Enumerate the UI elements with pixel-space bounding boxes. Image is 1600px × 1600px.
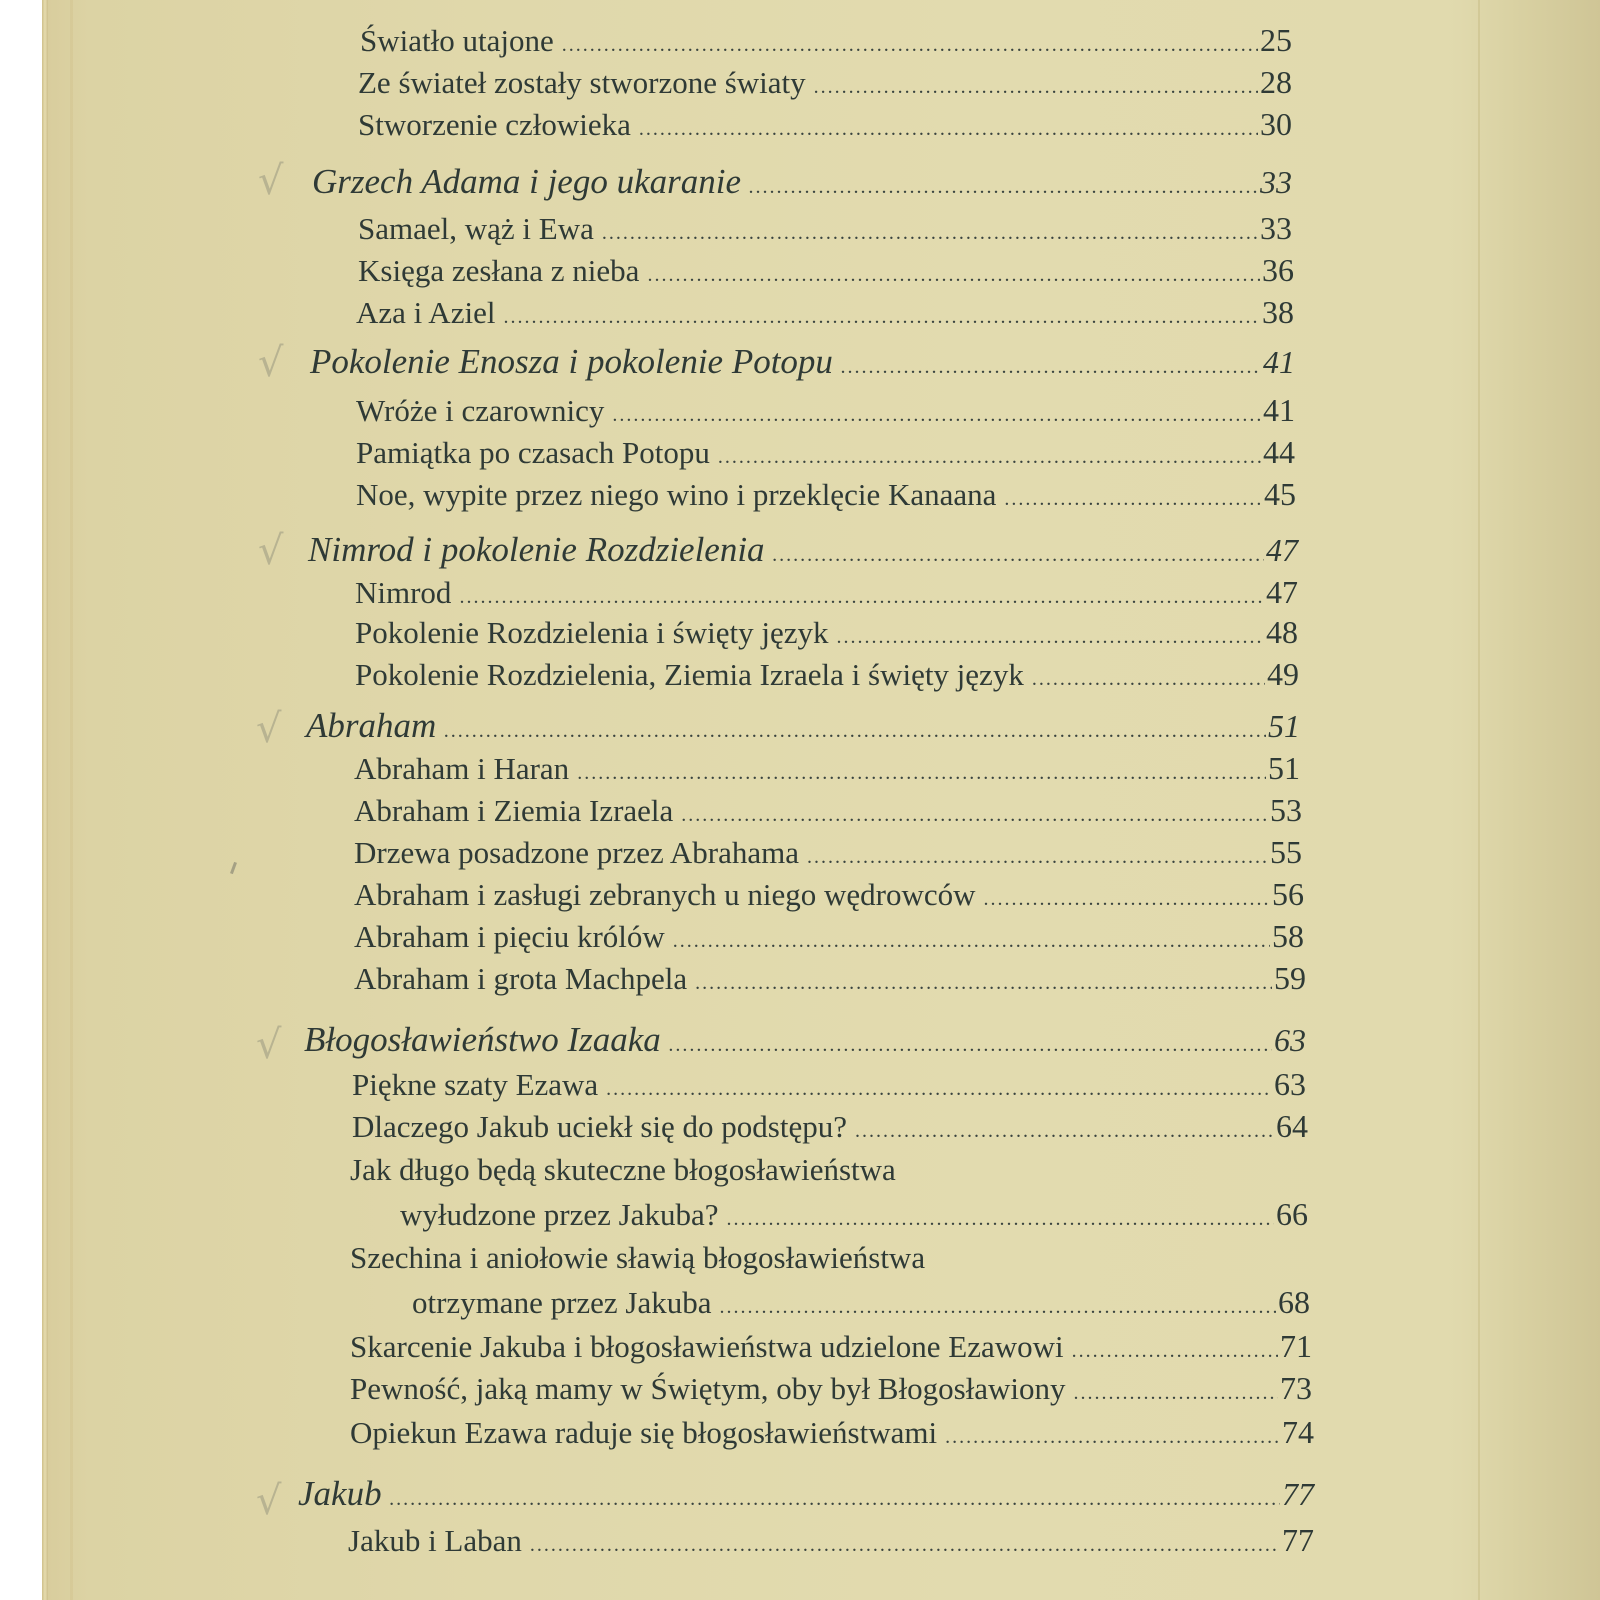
check-mark-icon: √	[258, 528, 284, 574]
entry-page: 28	[1260, 64, 1292, 100]
check-mark-icon: √	[256, 706, 282, 752]
toc-entry	[360, 22, 1292, 59]
dot-leader	[720, 1297, 1276, 1317]
entry-page: 33	[1260, 210, 1292, 246]
chapter-title: Nimrod i pokolenie Rozdzielenia	[308, 530, 765, 569]
entry-title: Szechina i aniołowie sławią błogosławieństwa	[350, 1240, 926, 1275]
entry-page: 45	[1264, 476, 1296, 512]
toc-entry	[358, 252, 1294, 289]
toc-chapter	[312, 162, 1292, 202]
chapter-page: 41	[1263, 344, 1295, 380]
entry-title: Abraham i Ziemia Izraela	[354, 793, 674, 828]
dot-leader	[503, 307, 1260, 327]
entry-title: Drzewa posadzone przez Abrahama	[354, 835, 799, 870]
chapter-page: 47	[1266, 532, 1298, 568]
dot-leader	[1072, 1341, 1278, 1361]
dot-leader	[390, 1489, 1280, 1509]
entry-title: Nimrod	[355, 575, 452, 610]
dot-leader	[639, 119, 1258, 139]
toc-entry	[356, 434, 1295, 471]
toc-entry	[354, 960, 1306, 997]
toc-entry	[354, 750, 1300, 787]
dot-leader	[836, 627, 1264, 647]
entry-title: Księga zesłana z nieba	[358, 253, 640, 288]
toc-chapter	[298, 1474, 1314, 1514]
entry-title: Stworzenie człowieka	[358, 107, 631, 142]
dot-leader	[726, 1209, 1274, 1229]
dot-leader	[1004, 489, 1262, 509]
chapter-page: 51	[1268, 708, 1300, 744]
entry-page: 66	[1276, 1196, 1308, 1232]
dot-leader	[749, 177, 1258, 197]
toc-entry	[355, 656, 1299, 693]
toc-chapter	[304, 1020, 1306, 1060]
dot-leader	[1074, 1383, 1278, 1403]
dot-leader	[814, 77, 1258, 97]
toc-entry	[354, 918, 1304, 955]
entry-title: Wróże i czarownicy	[356, 393, 605, 428]
dot-leader	[444, 721, 1266, 741]
entry-title: Pewność, jaką mamy w Świętym, oby był Błogosławiony	[350, 1371, 1066, 1406]
dot-leader	[612, 405, 1261, 425]
toc-entry-line2	[412, 1284, 1310, 1321]
entry-title: Samael, wąż i Ewa	[358, 211, 594, 246]
toc-entry	[348, 1522, 1314, 1559]
toc-entry	[358, 64, 1292, 101]
toc-entry	[355, 614, 1298, 651]
dot-leader	[681, 805, 1268, 825]
dot-leader	[459, 587, 1264, 607]
dot-leader	[562, 35, 1258, 55]
entry-page: 44	[1263, 434, 1295, 470]
toc-entry	[355, 574, 1298, 611]
dot-leader	[602, 223, 1258, 243]
dot-leader	[606, 1079, 1272, 1099]
chapter-page: 63	[1274, 1022, 1306, 1058]
toc-entry	[356, 476, 1296, 513]
entry-page: 38	[1262, 294, 1294, 330]
entry-title: Abraham i pięciu królów	[354, 919, 665, 954]
entry-title: Pokolenie Rozdzielenia i święty język	[355, 615, 829, 650]
toc-entry	[352, 1108, 1308, 1145]
toc-entry	[354, 792, 1302, 829]
entry-title: Piękne szaty Ezawa	[352, 1067, 599, 1102]
dot-leader	[695, 973, 1272, 993]
toc-entry	[356, 392, 1295, 429]
dot-leader	[718, 447, 1261, 467]
chapter-title: Błogosławieństwo Izaaka	[304, 1020, 661, 1059]
entry-page: 55	[1270, 834, 1302, 870]
entry-title: Opiekun Ezawa raduje się błogosławieństwami	[350, 1415, 938, 1450]
dot-leader	[841, 357, 1261, 377]
toc-entry-line1	[350, 1152, 1308, 1188]
check-mark-icon: √	[258, 158, 284, 204]
entry-page: 48	[1266, 614, 1298, 650]
toc-chapter	[308, 530, 1298, 570]
entry-page: 30	[1260, 106, 1292, 142]
chapter-title: Abraham	[306, 706, 437, 745]
chapter-title: Jakub	[298, 1474, 382, 1513]
entry-page: 56	[1272, 876, 1304, 912]
entry-page: 49	[1267, 656, 1299, 692]
entry-title: Ze świateł zostały stworzone światy	[358, 65, 806, 100]
entry-title: Abraham i grota Machpela	[354, 961, 688, 996]
check-mark-icon: √	[256, 1478, 282, 1524]
toc-entry-line2	[400, 1196, 1308, 1233]
toc-entry	[350, 1370, 1312, 1407]
check-mark-icon: √	[258, 340, 284, 386]
entry-title: Noe, wypite przez niego wino i przeklęcie Kanaana	[356, 477, 997, 512]
chapter-title: Grzech Adama i jego ukaranie	[312, 162, 742, 201]
entry-title: otrzymane przez Jakuba	[412, 1285, 712, 1320]
dot-leader	[530, 1535, 1280, 1555]
toc-entry	[352, 1066, 1306, 1103]
entry-page: 77	[1282, 1522, 1314, 1558]
entry-page: 25	[1260, 22, 1292, 58]
entry-title: Pokolenie Rozdzielenia, Ziemia Izraela i święty język	[355, 657, 1024, 692]
entry-page: 36	[1262, 252, 1294, 288]
entry-title: Aza i Aziel	[356, 295, 496, 330]
toc-chapter	[310, 342, 1295, 382]
entry-page: 47	[1266, 574, 1298, 610]
chapter-page: 77	[1282, 1476, 1314, 1512]
entry-page: 59	[1274, 960, 1306, 996]
entry-title: Jak długo będą skuteczne błogosławieństwa	[350, 1152, 896, 1187]
dot-leader	[855, 1121, 1274, 1141]
toc-entry	[350, 1328, 1312, 1365]
entry-page: 64	[1276, 1108, 1308, 1144]
chapter-page: 33	[1260, 164, 1292, 200]
entry-title: Jakub i Laban	[348, 1523, 522, 1558]
chapter-title: Pokolenie Enosza i pokolenie Potopu	[310, 342, 833, 381]
toc-entry	[354, 834, 1302, 871]
dot-leader	[984, 889, 1271, 909]
toc-entry	[358, 106, 1292, 143]
dot-leader	[773, 545, 1264, 565]
entry-page: 74	[1282, 1414, 1314, 1450]
toc-entry	[350, 1414, 1314, 1451]
entry-title: wyłudzone przez Jakuba?	[400, 1197, 719, 1232]
entry-page: 53	[1270, 792, 1302, 828]
toc-entry	[354, 876, 1304, 913]
dot-leader	[647, 265, 1260, 285]
entry-title: Światło utajone	[360, 23, 554, 58]
entry-page: 41	[1263, 392, 1295, 428]
entry-title: Pamiątka po czasach Potopu	[356, 435, 710, 470]
entry-title: Dlaczego Jakub uciekł się do podstępu?	[352, 1109, 847, 1144]
dot-leader	[1032, 669, 1265, 689]
dot-leader	[577, 763, 1266, 783]
dot-leader	[669, 1035, 1272, 1055]
entry-title: Abraham i zasługi zebranych u niego wędrowców	[354, 877, 976, 912]
entry-title: Skarcenie Jakuba i błogosławieństwa udzielone Ezawowi	[350, 1329, 1064, 1364]
toc-entry	[358, 210, 1292, 247]
check-mark-icon: √	[256, 1022, 282, 1068]
toc-entry-line1	[350, 1240, 1310, 1276]
entry-page: 51	[1268, 750, 1300, 786]
entry-page: 68	[1278, 1284, 1310, 1320]
entry-title: Abraham i Haran	[354, 751, 570, 786]
entry-page: 58	[1272, 918, 1304, 954]
dot-leader	[945, 1427, 1280, 1447]
dot-leader	[673, 931, 1270, 951]
dot-leader	[807, 847, 1268, 867]
toc-entry	[356, 294, 1294, 331]
entry-page: 73	[1280, 1370, 1312, 1406]
toc-chapter	[306, 706, 1300, 746]
entry-page: 63	[1274, 1066, 1306, 1102]
entry-page: 71	[1280, 1328, 1312, 1364]
